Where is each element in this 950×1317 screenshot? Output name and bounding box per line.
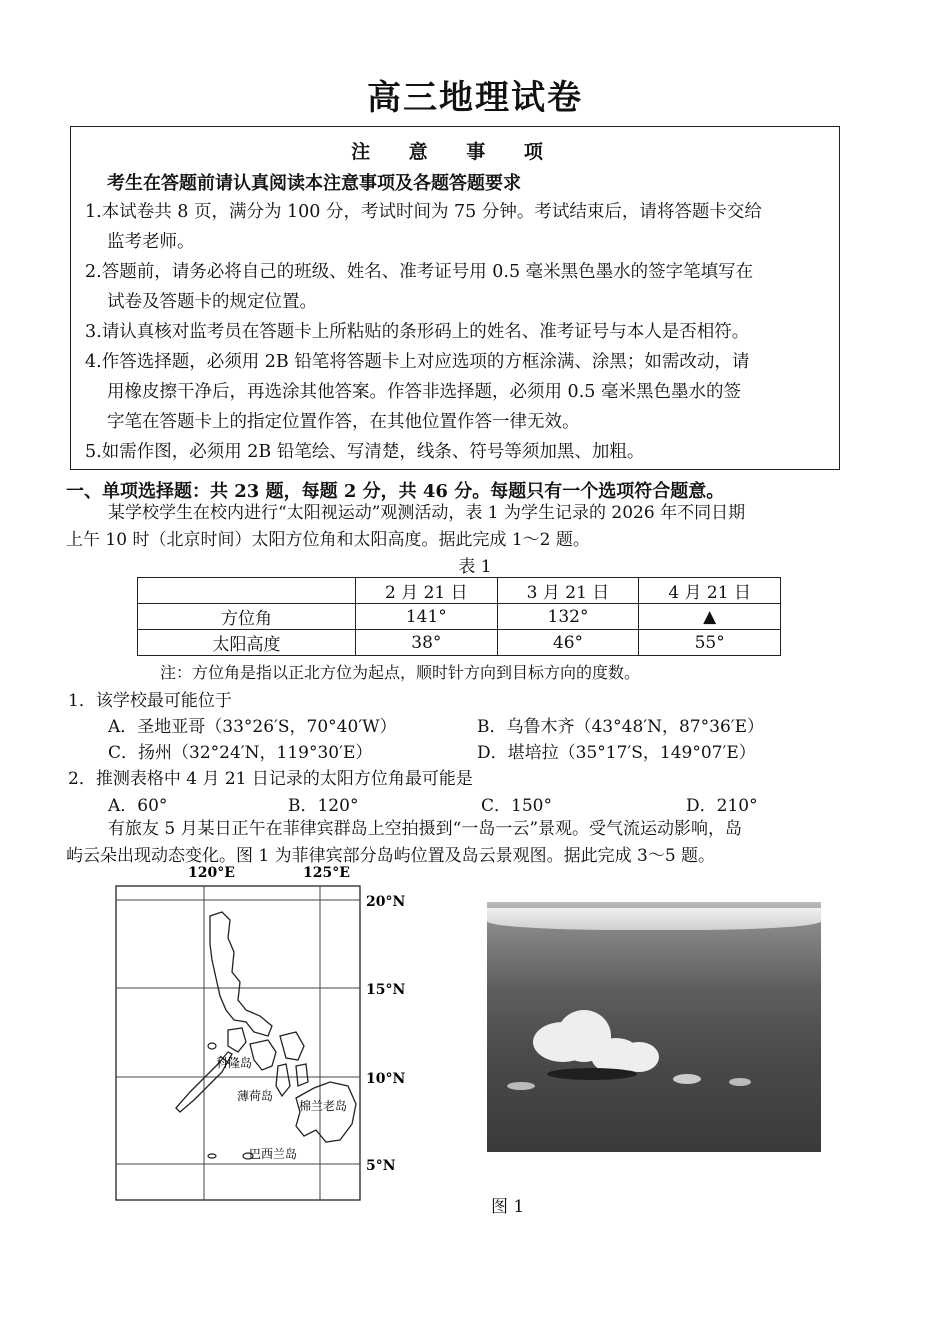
table-cell: 141° bbox=[356, 604, 498, 630]
notice-line: 3.请认真核对监考员在答题卡上所粘贴的条形码上的姓名、准考证号与本人是否相符。 bbox=[85, 322, 750, 342]
data-table bbox=[137, 577, 781, 656]
notice-list bbox=[85, 197, 833, 467]
option-d: D．堪培拉（35°17′S，149°07′E） bbox=[477, 743, 756, 763]
notice-line: 试卷及答题卡的规定位置。 bbox=[107, 292, 317, 312]
lon-label-120: 120°E bbox=[188, 865, 235, 881]
label-mindanao-island: 棉兰老岛 bbox=[299, 1099, 348, 1113]
mindoro-island bbox=[228, 1028, 246, 1052]
table-row bbox=[138, 604, 781, 630]
samar-island bbox=[280, 1032, 304, 1060]
notice-box bbox=[70, 126, 840, 470]
table-note: 注：方位角是指以正北方位为起点，顺时针方向到目标方向的度数。 bbox=[160, 663, 641, 682]
lat-label-5: 5°N bbox=[366, 1158, 396, 1174]
lat-label-15: 15°N bbox=[366, 982, 406, 998]
figure-caption: 图 1 bbox=[491, 1197, 525, 1217]
question-stem: 1．该学校最可能位于 bbox=[68, 691, 232, 711]
table-header-cell: 2 月 21 日 bbox=[356, 578, 498, 604]
option-c: C．150° bbox=[481, 796, 552, 816]
table-caption: 表 1 bbox=[458, 557, 492, 577]
map-frame bbox=[116, 886, 360, 1200]
option-a: A．60° bbox=[108, 796, 168, 816]
notice-line: 用橡皮擦干净后，再选涂其他答案。作答非选择题，必须用 0.5 毫米黑色墨水的签 bbox=[107, 382, 741, 402]
label-basilan-island: 巴西兰岛 bbox=[249, 1147, 298, 1161]
notice-line: 监考老师。 bbox=[107, 232, 195, 252]
cebu-island bbox=[276, 1064, 290, 1096]
luzon-island bbox=[210, 912, 272, 1036]
intro-line: 某学校学生在校内进行“太阳视运动”观测活动，表 1 为学生记录的 2026 年不同日期 bbox=[108, 503, 746, 523]
table-cell: 方位角 bbox=[138, 604, 356, 630]
table-row bbox=[138, 630, 781, 656]
intro-line: 上午 10 时（北京时间）太阳方位角和太阳高度。据此完成 1～2 题。 bbox=[66, 530, 590, 550]
table-header-cell: 3 月 21 日 bbox=[497, 578, 639, 604]
option-b: B．120° bbox=[288, 796, 359, 816]
notice-line: 4.作答选择题，必须用 2B 铅笔将答题卡上对应选项的方框涂满、涂黑；如需改动，请 bbox=[85, 352, 750, 372]
island-cloud-photo bbox=[487, 902, 821, 1152]
table-header-cell bbox=[138, 578, 356, 604]
table-cell: 55° bbox=[639, 630, 781, 656]
cloud bbox=[619, 1042, 659, 1072]
page-title: 高三地理试卷 bbox=[367, 78, 583, 118]
coron-island bbox=[208, 1043, 216, 1049]
table-cell: 46° bbox=[497, 630, 639, 656]
section-heading: 一、单项选择题：共 23 题，每题 2 分，共 46 分。每题只有一个选项符合题意。 bbox=[66, 481, 725, 502]
option-a: A．圣地亚哥（33°26′S，70°40′W） bbox=[108, 717, 397, 737]
intro-line: 屿云朵出现动态变化。图 1 为菲律宾部分岛屿位置及岛云景观图。据此完成 3～5 题。 bbox=[66, 846, 716, 866]
lat-label-20: 20°N bbox=[366, 894, 406, 910]
table-header-cell: 4 月 21 日 bbox=[639, 578, 781, 604]
table-header-row bbox=[138, 578, 781, 604]
table-cell: ▲ bbox=[639, 604, 781, 630]
option-d: D．210° bbox=[686, 796, 758, 816]
cloud bbox=[673, 1074, 701, 1084]
label-bohol-island: 薄荷岛 bbox=[237, 1089, 274, 1103]
sulu-island bbox=[208, 1154, 216, 1158]
label-kolong-island: 科隆岛 bbox=[216, 1056, 253, 1070]
cloud bbox=[729, 1078, 751, 1086]
table-cell: 38° bbox=[356, 630, 498, 656]
panay-island bbox=[250, 1040, 276, 1070]
notice-line: 字笔在答题卡上的指定位置作答，在其他位置作答一律无效。 bbox=[107, 412, 580, 432]
cloud-band bbox=[487, 908, 821, 930]
table-cell: 太阳高度 bbox=[138, 630, 356, 656]
lat-label-10: 10°N bbox=[366, 1071, 406, 1087]
table-cell: 132° bbox=[497, 604, 639, 630]
notice-line: 5.如需作图，必须用 2B 铅笔绘、写清楚，线条、符号等须加黑、加粗。 bbox=[85, 442, 645, 462]
option-b: B．乌鲁木齐（43°48′N，87°36′E） bbox=[477, 717, 765, 737]
philippines-map bbox=[100, 860, 406, 1205]
option-c: C．扬州（32°24′N，119°30′E） bbox=[108, 743, 373, 763]
lon-label-125: 125°E bbox=[303, 865, 350, 881]
island-shadow bbox=[547, 1068, 637, 1080]
intro-line: 有旅友 5 月某日正午在菲律宾群岛上空拍摄到“一岛一云”景观。受气流运动影响，岛 bbox=[108, 819, 743, 839]
notice-heading: 注 意 事 项 bbox=[351, 141, 559, 163]
cloud bbox=[507, 1082, 535, 1090]
leyte-island bbox=[296, 1064, 308, 1086]
question-stem: 2．推测表格中 4 月 21 日记录的太阳方位角最可能是 bbox=[68, 769, 473, 789]
notice-subheading: 考生在答题前请认真阅读本注意事项及各题答题要求 bbox=[107, 173, 521, 194]
notice-line: 2.答题前，请务必将自己的班级、姓名、准考证号用 0.5 毫米黑色墨水的签字笔填写在 bbox=[85, 262, 754, 282]
notice-line: 1.本试卷共 8 页，满分为 100 分，考试时间为 75 分钟。考试结束后，请将答题卡交给 bbox=[85, 202, 762, 222]
